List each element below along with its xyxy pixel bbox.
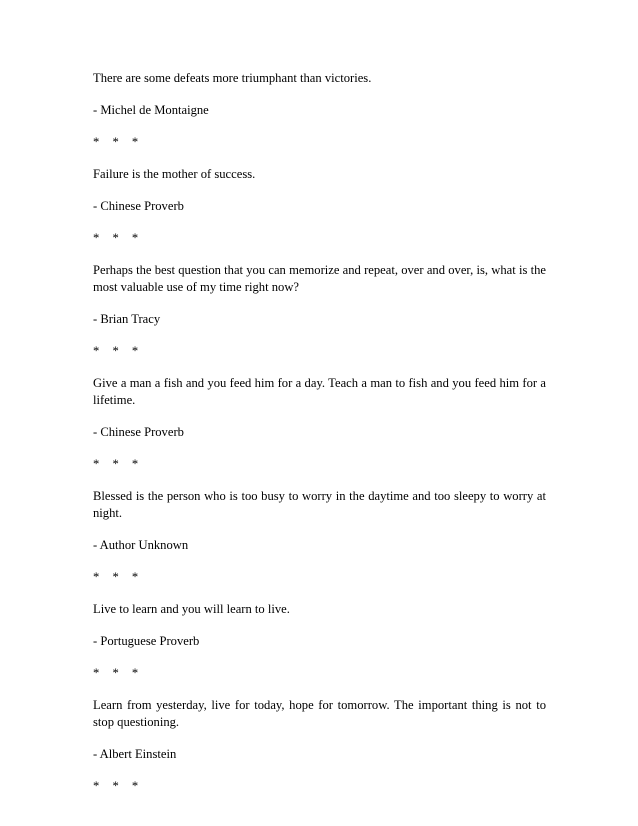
quote-block <box>93 70 546 151</box>
quote-block <box>93 488 546 586</box>
quote-text: Perhaps the best question that you can memorize and repeat, over and over, is, what is the most valuable use of my time right now? <box>93 263 546 294</box>
quote-author: - Portuguese Proverb <box>93 634 200 648</box>
section-separator: * * * <box>93 344 139 358</box>
quote-block <box>93 262 546 360</box>
quote-text: Give a man a fish and you feed him for a day. Teach a man to fish and you feed him for a lifetime. <box>93 376 546 407</box>
quote-text: Learn from yesterday, live for today, hope for tomorrow. The important thing is not to stop questioning. <box>93 698 546 729</box>
quote-author: - Brian Tracy <box>93 312 161 326</box>
quote-block <box>93 166 546 247</box>
quote-text: Live to learn and you will learn to live. <box>93 602 290 616</box>
quote-author: - Albert Einstein <box>93 747 177 761</box>
quote-text: Failure is the mother of success. <box>93 167 256 181</box>
quote-list <box>93 70 546 810</box>
quote-text: Blessed is the person who is too busy to worry in the daytime and too sleepy to worry at night. <box>93 489 546 520</box>
quote-author: - Chinese Proverb <box>93 425 184 439</box>
quote-block <box>93 697 546 795</box>
quote-text: There are some defeats more triumphant than victories. <box>93 71 372 85</box>
section-separator: * * * <box>93 779 139 793</box>
quote-author: - Author Unknown <box>93 538 189 552</box>
section-separator: * * * <box>93 666 139 680</box>
section-separator: * * * <box>93 457 139 471</box>
quote-block <box>93 601 546 682</box>
quote-author: - Michel de Montaigne <box>93 103 209 117</box>
quote-author: - Chinese Proverb <box>93 199 184 213</box>
quote-block <box>93 375 546 473</box>
section-separator: * * * <box>93 570 139 584</box>
section-separator: * * * <box>93 135 139 149</box>
section-separator: * * * <box>93 231 139 245</box>
